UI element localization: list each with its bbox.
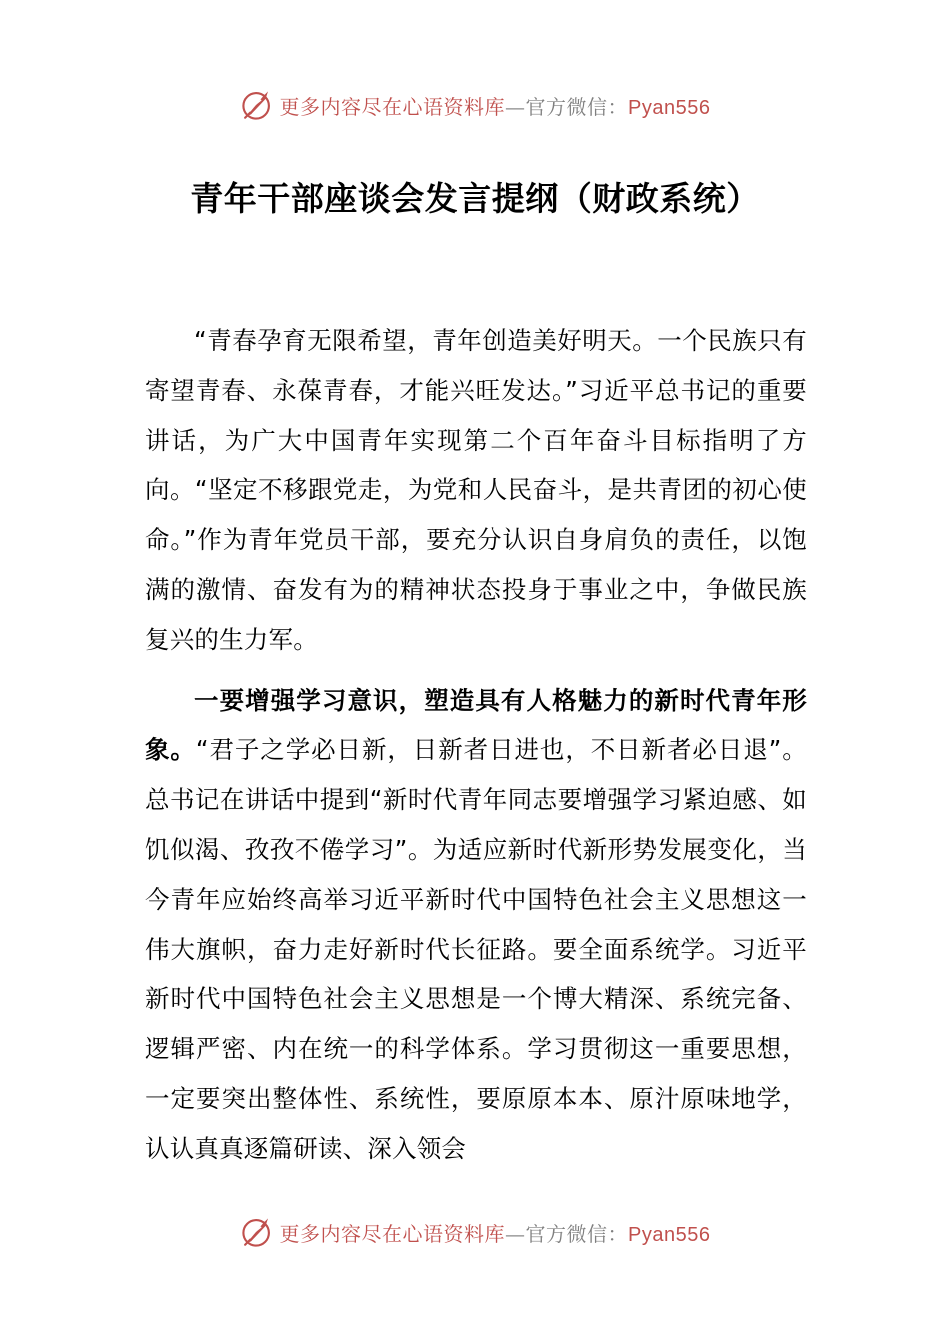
header-banner-content bbox=[240, 88, 711, 122]
footer-banner-main-text: 更多内容尽在心语资料库 bbox=[279, 1221, 506, 1246]
footer-banner-wechat-id: Pyan556 bbox=[628, 1223, 711, 1246]
paragraph-intro: “青春孕育无限希望，青年创造美好明天。一个民族只有寄望青春、永葆青春，才能兴旺发达。”习近平总书记的重要讲话，为广大中国青年实现第二个百年奋斗目标指明了方向。“坚定不移跟党走，为党和人民奋斗，是共青团的初心使命。”作为青年党员干部，要充分认识自身肩负的责任，以饱满的激情、奋发有为的精神状态投身于事业之中，争做民族复兴的生力军。 bbox=[145, 326, 807, 654]
header-banner-separator: — bbox=[505, 94, 526, 119]
footer-banner-wechat-label: 官方微信： bbox=[525, 1221, 629, 1246]
footer-banner-content bbox=[240, 1215, 711, 1249]
header-banner-main-text: 更多内容尽在心语资料库 bbox=[279, 94, 506, 119]
footer-banner bbox=[0, 1212, 950, 1252]
footer-banner-separator: — bbox=[505, 1221, 526, 1246]
header-banner-wechat-label: 官方微信： bbox=[525, 94, 629, 119]
document-body bbox=[145, 316, 807, 1185]
header-banner bbox=[0, 85, 950, 125]
header-banner-wechat-id: Pyan556 bbox=[628, 96, 711, 119]
document-title: 青年干部座谈会发言提纲（财政系统） bbox=[190, 179, 760, 218]
paragraph-study-awareness-body: “君子之学必日新，日新者日进也，不日新者必日退”。总书记在讲话中提到“新时代青年同志要增强学习紧迫感、如饥似渴、孜孜不倦学习”。为适应新时代新形势发展变化，当今青年应始终高举习近平新时代中国特色社会主义思想这一伟大旗帜，奋力走好新时代长征路。要全面系统学。习近平新时代中国特色社会主义思想是一个博大精深、系统完备、逻辑严密、内在统一的科学体系。学习贯彻这一重要思想，一定要突出整体性、系统性，要原原本本、原汁原味地学，认认真真逐篇研读、深入领会 bbox=[145, 735, 807, 1163]
quill-pen-logo-icon bbox=[240, 1215, 274, 1249]
quill-pen-logo-icon bbox=[240, 88, 274, 122]
paragraph-study-awareness bbox=[145, 676, 807, 1174]
paragraph-lead-heading: 一要增强学习意识，塑造具有人格魅力的新时代青年形象。 bbox=[145, 685, 807, 765]
